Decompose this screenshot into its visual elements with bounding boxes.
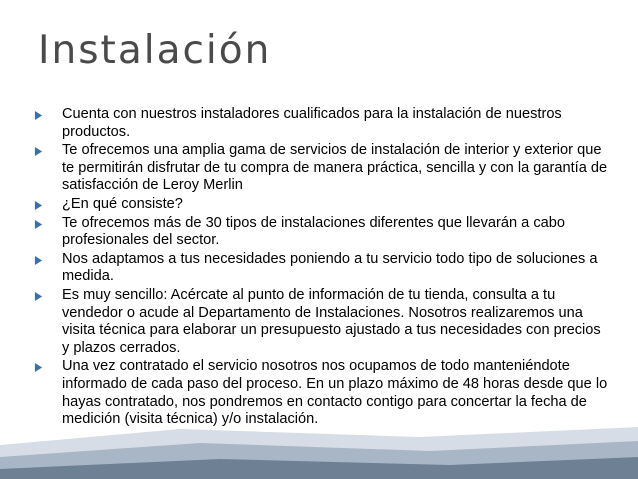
bullet-text: Te ofrecemos una amplia gama de servicios de instalación de interior y exterior que te permitirán disfrutar de tu compra de manera práctica, sencilla y con la garantía de satisfacción de Leroy Merlin <box>62 142 608 194</box>
triangle-bullet-icon <box>34 292 43 301</box>
slide-title: Instalación <box>38 28 272 73</box>
triangle-bullet-icon <box>34 363 43 372</box>
bullet-item <box>34 287 609 357</box>
triangle-bullet-icon <box>34 111 43 120</box>
bullet-text: Te ofrecemos más de 30 tipos de instalaciones diferentes que llevarán a cabo profesionales del sector. <box>62 214 565 249</box>
bullet-item <box>34 251 609 286</box>
bullet-text: Nos adaptamos a tus necesidades poniendo a tu servicio todo tipo de soluciones a medida. <box>62 250 598 285</box>
bullet-list <box>34 106 609 430</box>
triangle-bullet-icon <box>34 147 43 156</box>
triangle-bullet-icon <box>34 201 43 210</box>
triangle-bullet-icon <box>34 220 43 229</box>
bullet-text: Una vez contratado el servicio nosotros nos ocupamos de todo manteniéndote informado de cada paso del proceso. En un plazo máximo de 48 horas desde que lo hayas contratado, nos pondremos en contacto contigo para concertar la fecha de medición (visita técnica) y/o instalación. <box>62 358 608 428</box>
bullet-text: ¿En qué consiste? <box>62 195 183 212</box>
bullet-item <box>34 358 609 428</box>
bullet-text: Cuenta con nuestros instaladores cualificados para la instalación de nuestros productos. <box>62 106 562 140</box>
triangle-bullet-icon <box>34 256 43 265</box>
bullet-item <box>34 196 609 214</box>
bullet-item <box>34 215 609 250</box>
footer-decoration <box>0 427 638 479</box>
bullet-item <box>34 106 609 141</box>
bullet-text: Es muy sencillo: Acércate al punto de información de tu tienda, consulta a tu vendedor o acude al Departamento de Instalaciones. Nosotros realizaremos una visita técnica para elaborar un presupuesto ajustado a tus necesidades con precios y plazos cerrados. <box>62 286 601 356</box>
bullet-item <box>34 142 609 195</box>
